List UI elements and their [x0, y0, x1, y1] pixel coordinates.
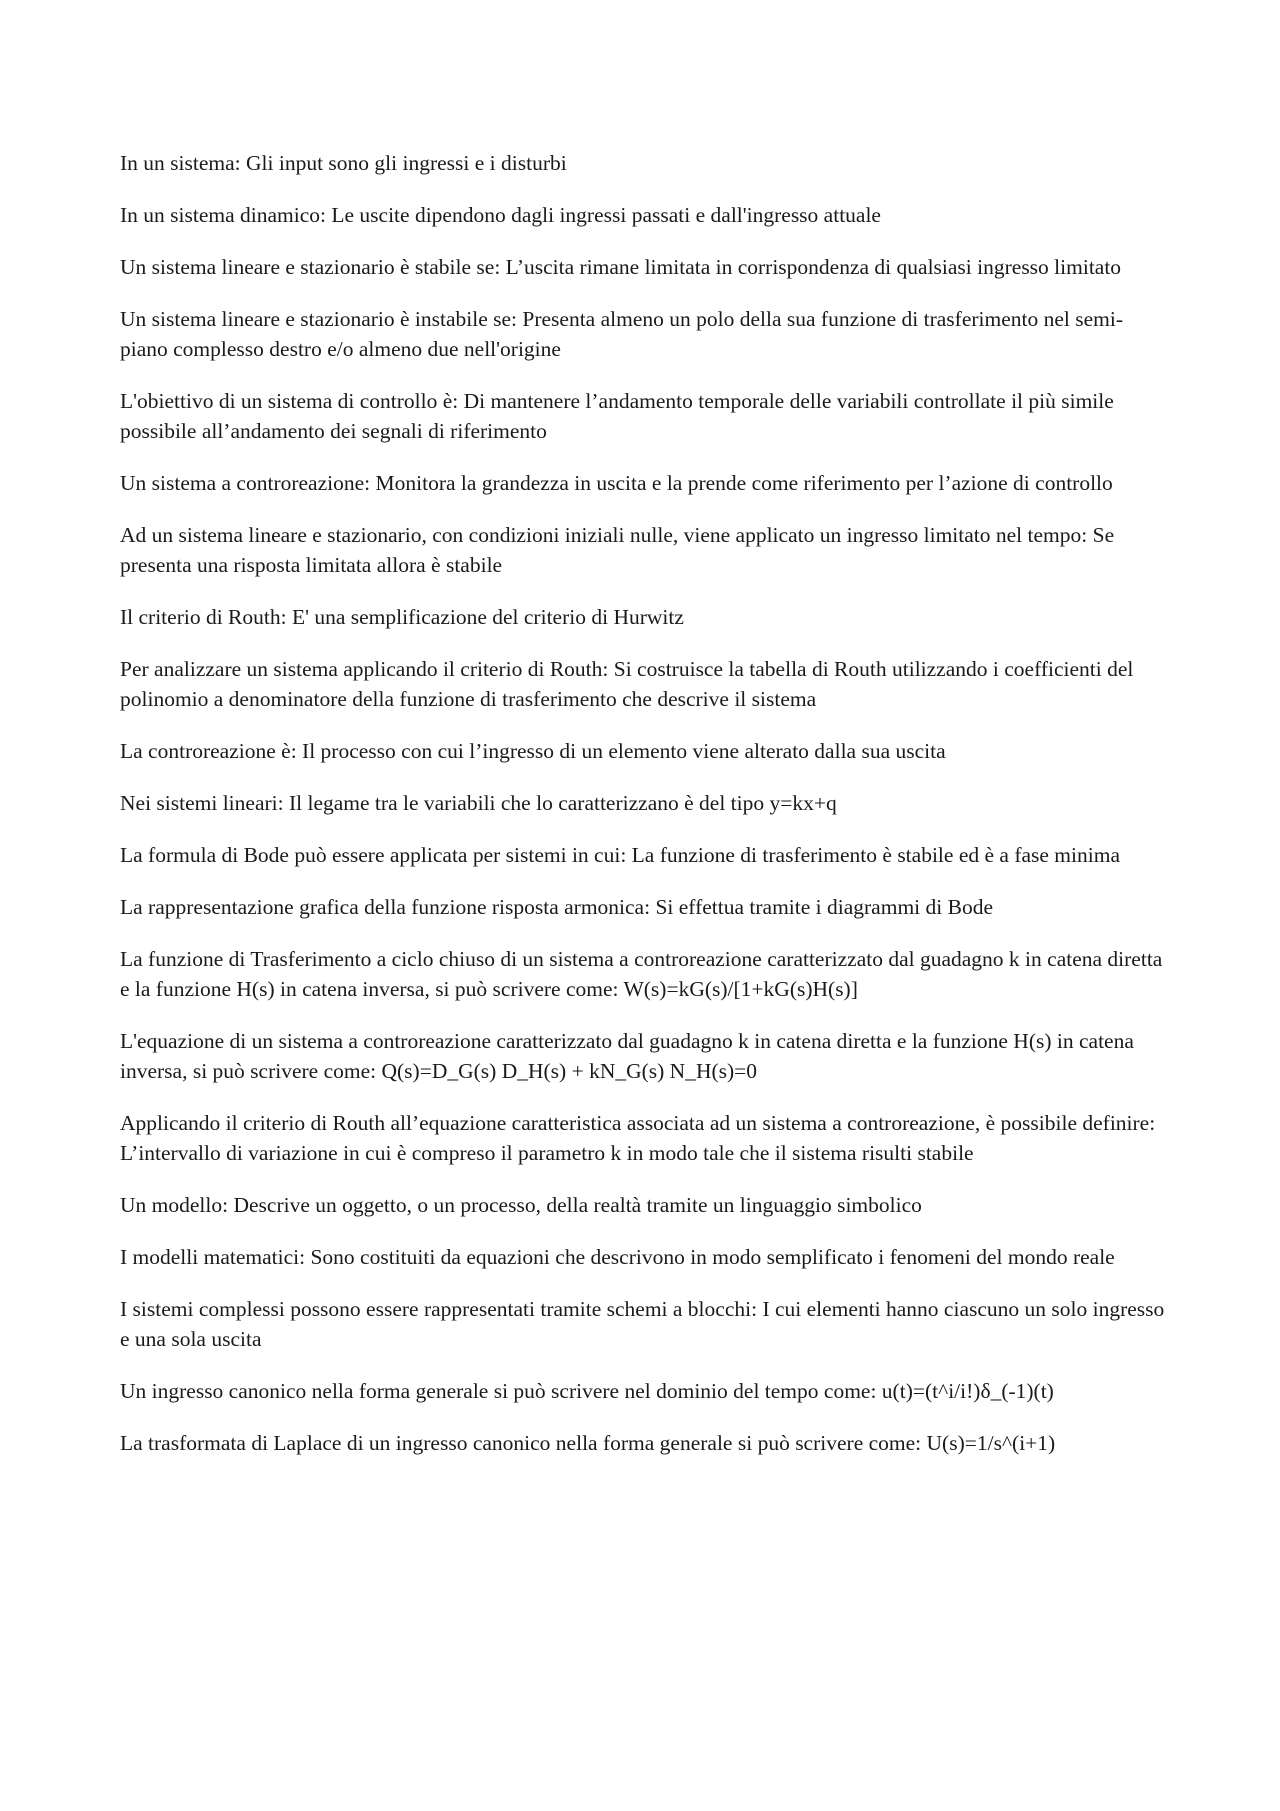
paragraph-7: Ad un sistema lineare e stazionario, con condizioni iniziali nulle, viene applicato un ingresso limitato nel tempo: Se presenta una risposta limitata allora è stabile	[120, 523, 1115, 577]
document-body	[120, 148, 1165, 1480]
paragraph-17: Un modello: Descrive un oggetto, o un processo, della realtà tramite un linguaggio simbolico	[120, 1193, 922, 1217]
paragraph-13: La rappresentazione grafica della funzione risposta armonica: Si effettua tramite i diagrammi di Bode	[120, 895, 993, 919]
paragraph-8: Il criterio di Routh: E' una semplificazione del criterio di Hurwitz	[120, 605, 684, 629]
paragraph-2: In un sistema dinamico: Le uscite dipendono dagli ingressi passati e dall'ingresso attuale	[120, 203, 881, 227]
paragraph-9: Per analizzare un sistema applicando il criterio di Routh: Si costruisce la tabella di Routh utilizzando i coefficienti del polinomio a denominatore della funzione di trasferimento che descrive il sistema	[120, 657, 1134, 711]
paragraph-14: La funzione di Trasferimento a ciclo chiuso di un sistema a controreazione caratterizzato dal guadagno k in catena diretta e la funzione H(s) in catena inversa, si può scrivere come: W(s)=kG(s)/[1+kG(s)H(s)]	[120, 947, 1163, 1001]
paragraph-20: Un ingresso canonico nella forma generale si può scrivere nel dominio del tempo come: u(t)=(t^i/i!)δ_(-1)(t)	[120, 1379, 1054, 1403]
paragraph-10: La controreazione è: Il processo con cui l’ingresso di un elemento viene alterato dalla sua uscita	[120, 739, 946, 763]
paragraph-21: La trasformata di Laplace di un ingresso canonico nella forma generale si può scrivere come: U(s)=1/s^(i+1)	[120, 1431, 1056, 1455]
paragraph-19: I sistemi complessi possono essere rappresentati tramite schemi a blocchi: I cui elementi hanno ciascuno un solo ingresso e una sola uscita	[120, 1297, 1165, 1351]
paragraph-16: Applicando il criterio di Routh all’equazione caratteristica associata ad un sistema a controreazione, è possibile definire: L’intervallo di variazione in cui è compreso il parametro k in modo tale che il sistema risulti stabile	[120, 1111, 1156, 1165]
paragraph-3: Un sistema lineare e stazionario è stabile se: L’uscita rimane limitata in corrispondenza di qualsiasi ingresso limitato	[120, 255, 1122, 279]
paragraph-4: Un sistema lineare e stazionario è instabile se: Presenta almeno un polo della sua funzione di trasferimento nel semi-piano complesso destro e/o almeno due nell'origine	[120, 307, 1124, 361]
paragraph-18: I modelli matematici: Sono costituiti da equazioni che descrivono in modo semplificato i fenomeni del mondo reale	[120, 1245, 1115, 1269]
paragraph-15: L'equazione di un sistema a controreazione caratterizzato dal guadagno k in catena diretta e la funzione H(s) in catena inversa, si può scrivere come: Q(s)=D_G(s) D_H(s) + kN_G(s) N_H(s)=0	[120, 1029, 1134, 1083]
paragraph-11: Nei sistemi lineari: Il legame tra le variabili che lo caratterizzano è del tipo y=kx+q	[120, 791, 837, 815]
paragraph-1: In un sistema: Gli input sono gli ingressi e i disturbi	[120, 151, 567, 175]
paragraph-12: La formula di Bode può essere applicata per sistemi in cui: La funzione di trasferimento è stabile ed è a fase minima	[120, 843, 1120, 867]
paragraph-6: Un sistema a controreazione: Monitora la grandezza in uscita e la prende come riferimento per l’azione di controllo	[120, 471, 1113, 495]
paragraph-5: L'obiettivo di un sistema di controllo è: Di mantenere l’andamento temporale delle variabili controllate il più simile possibile all’andamento dei segnali di riferimento	[120, 389, 1114, 443]
